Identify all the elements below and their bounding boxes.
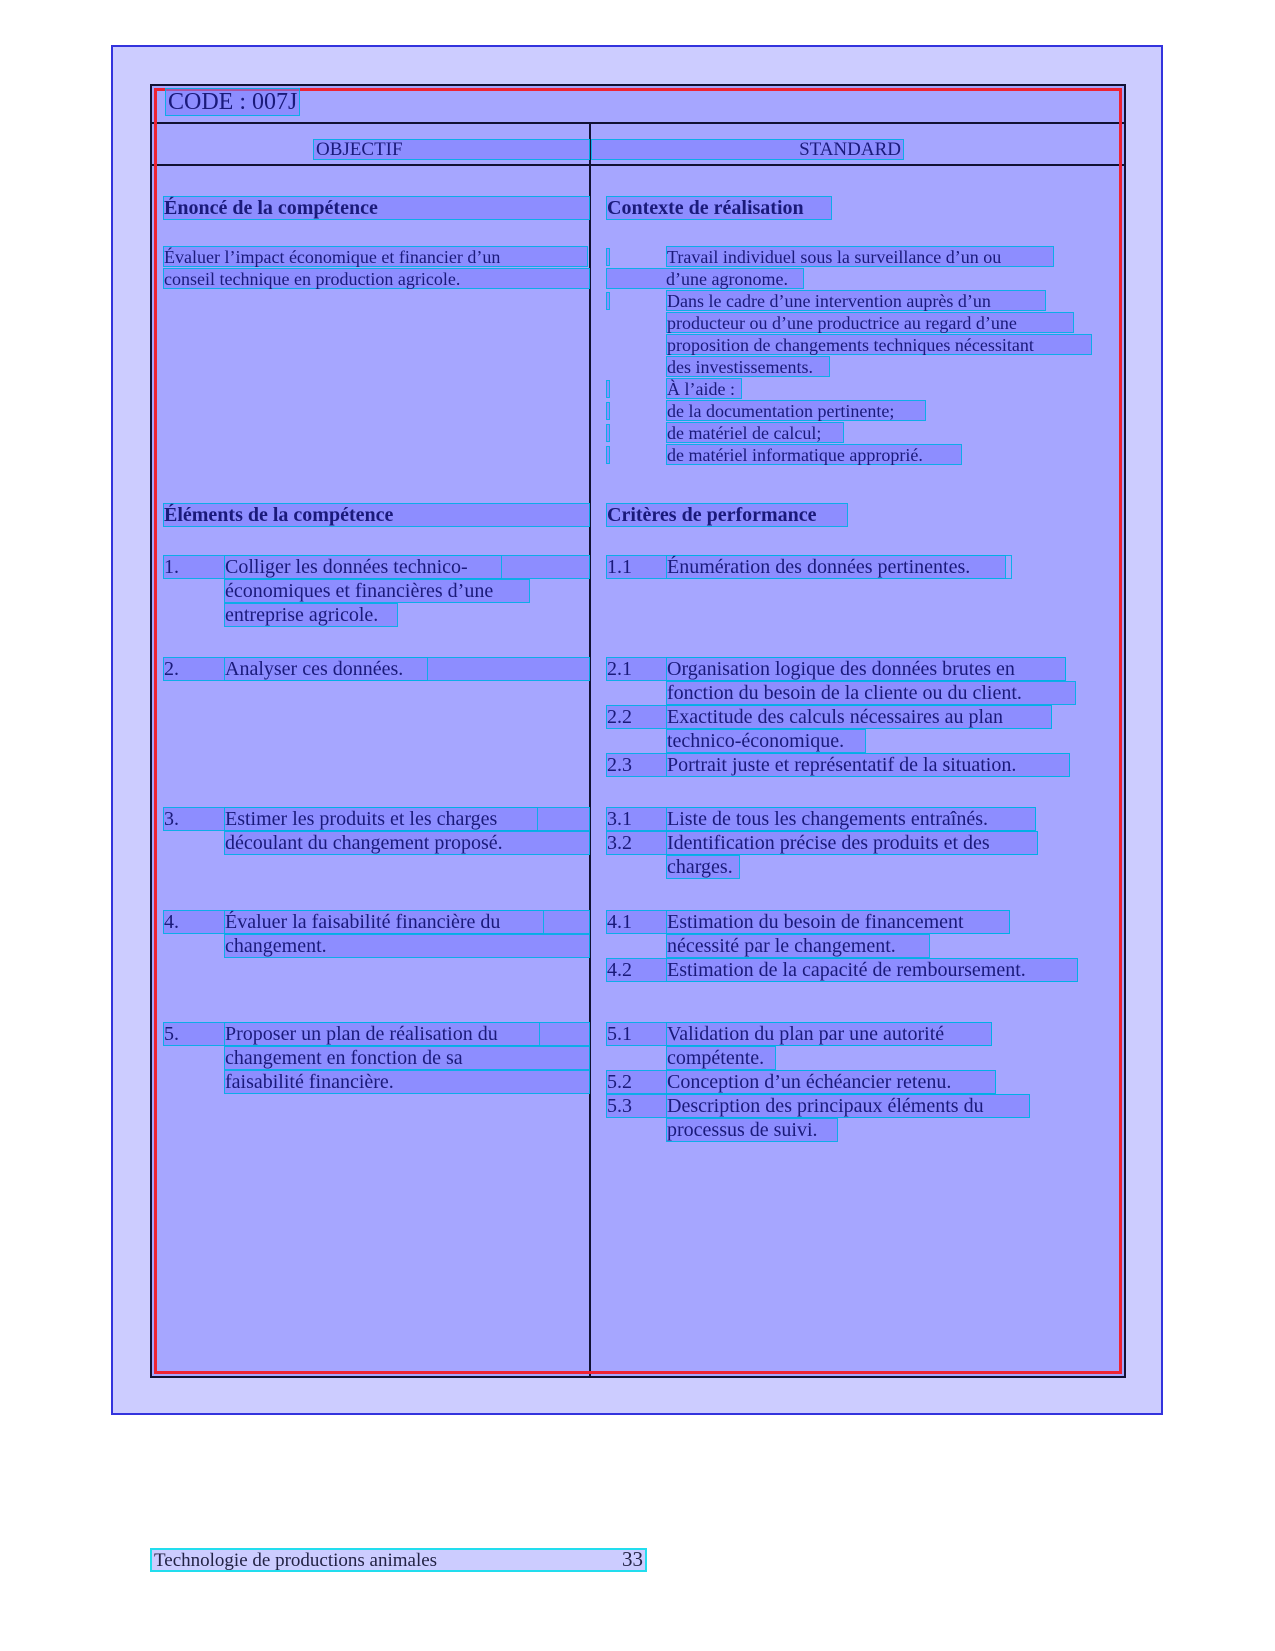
context-line: proposition de changements techniques nécessitant — [666, 334, 1092, 355]
criterion-number: 3.2 — [606, 831, 1038, 855]
criterion-text: nécessité par le changement. — [666, 934, 930, 958]
criterion-number: 4.1 — [606, 910, 1010, 934]
context-line: de la documentation pertinente; — [666, 400, 926, 421]
element-text: découlant du changement proposé. — [224, 831, 590, 855]
element-text: Évaluer la faisabilité financière du — [224, 910, 544, 934]
column-header-objective: OBJECTIF — [313, 139, 590, 160]
header-rule-top — [152, 122, 1124, 124]
criterion-number: 1.1 — [606, 555, 1006, 579]
context-bullet — [606, 424, 610, 442]
elements-heading: Éléments de la compétence — [163, 503, 590, 527]
context-line: de matériel informatique approprié. — [666, 444, 962, 465]
context-line: d’une agronome. — [606, 268, 804, 289]
element-text: entreprise agricole. — [224, 603, 398, 627]
criterion-text: processus de suivi. — [666, 1118, 838, 1142]
criterion-text: Conception d’un échéancier retenu. — [666, 1070, 996, 1094]
context-heading: Contexte de réalisation — [606, 196, 832, 220]
statement-heading: Énoncé de la compétence — [163, 196, 590, 220]
element-number: 1. — [163, 555, 590, 579]
criterion-text: Estimation de la capacité de remboursement. — [666, 958, 1078, 982]
statement-line: Évaluer l’impact économique et financier d’un — [163, 246, 588, 267]
criterion-text: technico-économique. — [666, 729, 866, 753]
context-line: Dans le cadre d’une intervention auprès d’un — [666, 290, 1046, 311]
context-bullet — [606, 402, 610, 420]
statement-line: conseil technique en production agricole. — [163, 268, 590, 289]
element-text: faisabilité financière. — [224, 1070, 590, 1094]
context-bullet — [606, 292, 610, 310]
criterion-text: Estimation du besoin de financement — [666, 910, 1010, 934]
element-text: changement. — [224, 934, 590, 958]
criterion-text: Identification précise des produits et des — [666, 831, 1038, 855]
context-bullet — [606, 248, 610, 266]
context-line: À l’aide : — [666, 378, 742, 399]
criterion-text: Portrait juste et représentatif de la situation. — [666, 753, 1070, 777]
criterion-number: 5.3 — [606, 1094, 1030, 1118]
criterion-text: charges. — [666, 855, 740, 879]
context-line: de matériel de calcul; — [666, 422, 844, 443]
header-rule-bottom — [152, 164, 1124, 166]
element-text: Analyser ces données. — [224, 657, 428, 681]
column-header-standard: STANDARD — [591, 139, 904, 160]
element-number: 5. — [163, 1022, 590, 1046]
element-text: Estimer les produits et les charges — [224, 807, 538, 831]
criterion-text: Organisation logique des données brutes en — [666, 657, 1066, 681]
page-footer — [150, 1548, 647, 1572]
criterion-text: fonction du besoin de la cliente ou du client. — [666, 681, 1076, 705]
element-number: 3. — [163, 807, 590, 831]
criterion-number: 4.2 — [606, 958, 1078, 982]
criterion-number: 2.3 — [606, 753, 1070, 777]
context-line: producteur ou d’une productrice au regard d’une — [666, 312, 1074, 333]
context-bullet — [606, 446, 610, 464]
criterion-number: 3.1 — [606, 807, 1036, 831]
element-text: Proposer un plan de réalisation du — [224, 1022, 540, 1046]
context-bullet — [606, 380, 610, 398]
criterion-text: Description des principaux éléments du — [666, 1094, 1030, 1118]
criterion-number: 2.1 — [606, 657, 1066, 681]
element-number: 4. — [163, 910, 590, 934]
context-line: des investissements. — [666, 356, 830, 377]
element-text: changement en fonction de sa — [224, 1046, 590, 1070]
criterion-text: Validation du plan par une autorité — [666, 1022, 992, 1046]
criterion-text: compétente. — [666, 1046, 776, 1070]
criterion-text: Liste de tous les changements entraînés. — [666, 807, 1036, 831]
context-line: Travail individuel sous la surveillance d’un ou — [666, 246, 1054, 267]
criterion-number: 5.1 — [606, 1022, 992, 1046]
criteria-heading: Critères de performance — [606, 503, 848, 527]
element-number: 2. — [163, 657, 590, 681]
element-text: économiques et financières d’une — [224, 579, 530, 603]
criterion-text: Énumération des données pertinentes. — [666, 555, 1012, 579]
element-text: Colliger les données technico- — [224, 555, 502, 579]
footer-title: Technologie de productions animales — [154, 1550, 438, 1571]
criterion-number: 2.2 — [606, 705, 1052, 729]
column-divider — [589, 123, 591, 1376]
criterion-text: Exactitude des calculs nécessaires au plan — [666, 705, 1052, 729]
code-title: CODE : 007J — [165, 88, 300, 116]
page-number: 33 — [622, 1547, 643, 1571]
criterion-number: 5.2 — [606, 1070, 996, 1094]
